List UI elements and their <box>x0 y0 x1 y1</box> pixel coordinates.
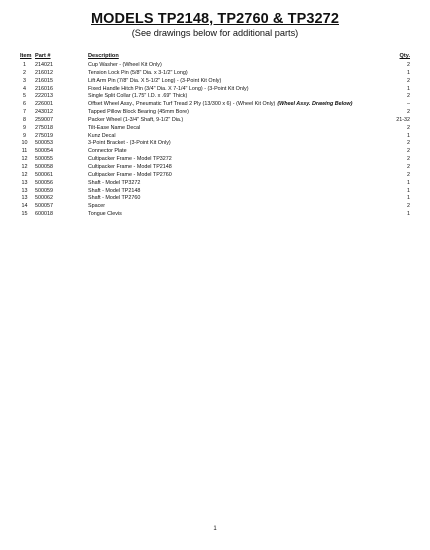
header-item: Item <box>20 53 32 59</box>
page-title: MODELS TP2148, TP2760 & TP3272 <box>91 11 339 27</box>
row-description: Packer Wheel (1-3/4" Shaft, 9-1/2" Dia.) <box>88 116 184 123</box>
row-item-number: 4 <box>23 85 26 92</box>
table-row <box>20 172 410 180</box>
table-row <box>20 109 410 117</box>
row-part-number: 216015 <box>35 77 53 84</box>
table-row <box>20 188 410 196</box>
row-part-number: 500056 <box>35 179 53 186</box>
parts-table <box>20 62 410 219</box>
row-item-number: 13 <box>21 179 28 186</box>
row-part-number: 500059 <box>35 187 53 194</box>
row-quantity: 1 <box>407 69 410 76</box>
row-quantity: 1 <box>407 187 410 194</box>
row-quantity: 1 <box>407 132 410 139</box>
row-quantity: 21-32 <box>396 116 410 123</box>
table-row <box>20 211 410 219</box>
row-part-number: 214021 <box>35 62 53 68</box>
table-row <box>20 140 410 148</box>
row-part-number: 500054 <box>35 148 53 155</box>
row-quantity: 2 <box>407 77 410 84</box>
table-row <box>20 70 410 78</box>
row-quantity: 1 <box>407 195 410 202</box>
row-item-number: 6 <box>23 101 26 108</box>
row-quantity: 2 <box>407 163 410 170</box>
row-description: Lift Arm Pin (7/8" Dia. X 5-1/2" Long) - (3-Point Kit Only) <box>88 77 222 84</box>
row-description: Cultipacker Frame - Model TP2760 <box>88 171 172 178</box>
table-row <box>20 62 410 70</box>
row-item-number: 14 <box>21 203 28 210</box>
row-item-number: 12 <box>21 163 28 170</box>
row-quantity: 2 <box>407 203 410 210</box>
row-quantity: 1 <box>407 179 410 186</box>
row-item-number: 15 <box>21 211 28 218</box>
row-part-number: 259007 <box>35 116 53 123</box>
row-quantity: 1 <box>407 85 410 92</box>
row-part-number: 226001 <box>35 101 53 108</box>
table-row <box>20 117 410 125</box>
row-description: Connector Plate <box>88 148 127 155</box>
row-part-number: 275018 <box>35 124 53 131</box>
header-qty: Qty. <box>399 53 410 59</box>
row-part-number: 500062 <box>35 195 53 202</box>
row-description: Fixed Handle Hitch Pin (3/4" Dia. X 7-1/4" Long) - (3-Point Kit Only) <box>88 85 249 92</box>
row-item-number: 7 <box>23 109 26 116</box>
table-row <box>20 133 410 141</box>
row-description: Tilt-Ease Name Decal <box>88 124 141 131</box>
row-part-number: 243012 <box>35 109 53 116</box>
row-part-number: 500061 <box>35 171 53 178</box>
row-description: Shaft - Model TP2148 <box>88 187 141 194</box>
row-part-number: 500058 <box>35 163 53 170</box>
row-description: Kunz Decal <box>88 132 116 139</box>
row-description: Single Split Collar (1.75" I.D. x .69" Thick) <box>88 93 188 100</box>
header-part: Part # <box>35 53 51 59</box>
row-item-number: 5 <box>23 93 26 100</box>
table-row <box>20 125 410 133</box>
row-part-number: 500055 <box>35 156 53 163</box>
row-quantity: 2 <box>407 109 410 116</box>
row-item-number: 9 <box>23 124 26 131</box>
row-description: Shaft - Model TP3272 <box>88 179 141 186</box>
row-quantity: 2 <box>407 62 410 68</box>
page-subtitle: (See drawings below for additional parts) <box>131 28 299 38</box>
row-item-number: 1 <box>23 62 26 68</box>
row-part-number: 500053 <box>35 140 53 147</box>
table-row <box>20 101 410 109</box>
row-quantity: 2 <box>407 140 410 147</box>
row-description: Tension Lock Pin (5/8" Dia. x 3-1/2" Long) <box>88 69 188 76</box>
table-row <box>20 93 410 101</box>
row-description: Spacer <box>88 203 106 210</box>
row-item-number: 3 <box>23 77 26 84</box>
row-quantity: 2 <box>407 148 410 155</box>
row-part-number: 500057 <box>35 203 53 210</box>
row-item-number: 2 <box>23 69 26 76</box>
row-item-number: 8 <box>23 116 26 123</box>
page-number: 1 <box>213 526 217 532</box>
row-part-number: 600018 <box>35 211 53 218</box>
header-description: Description <box>88 53 119 59</box>
table-row <box>20 156 410 164</box>
row-description: Tapped Pillow Block Bearing (45mm Bore) <box>88 109 189 116</box>
row-note: (Wheel Assy. Drawing Below) <box>277 101 353 108</box>
row-quantity: 1 <box>407 211 410 218</box>
row-item-number: 9 <box>23 132 26 139</box>
table-row <box>20 180 410 188</box>
table-header <box>20 53 410 62</box>
row-item-number: 12 <box>21 171 28 178</box>
row-description: Shaft - Model TP2760 <box>88 195 141 202</box>
row-description: Offset Wheel Assy., Pneumatic Turf Tread 2 Ply (13/300 x 6) - (Wheel Kit Only) (Wheel Assy. Drawing Below) <box>88 101 353 108</box>
row-part-number: 222013 <box>35 93 53 100</box>
row-description: Cultipacker Frame - Model TP2148 <box>88 163 172 170</box>
row-description: 3-Point Bracket - (3-Point Kit Only) <box>88 140 171 147</box>
row-item-number: 13 <box>21 187 28 194</box>
row-description: Tongue Clevis <box>88 211 122 218</box>
row-quantity: – <box>407 101 410 108</box>
row-quantity: 2 <box>407 124 410 131</box>
table-row <box>20 164 410 172</box>
row-description: Cultipacker Frame - Model TP3272 <box>88 156 172 163</box>
row-quantity: 2 <box>407 156 410 163</box>
table-row <box>20 195 410 203</box>
row-quantity: 2 <box>407 171 410 178</box>
row-description: Cup Washer - (Wheel Kit Only) <box>88 62 162 68</box>
table-row <box>20 86 410 94</box>
row-item-number: 11 <box>21 148 28 155</box>
row-part-number: 216012 <box>35 69 53 76</box>
row-quantity: 2 <box>407 93 410 100</box>
row-item-number: 10 <box>21 140 28 147</box>
table-row <box>20 148 410 156</box>
row-item-number: 13 <box>21 195 28 202</box>
row-item-number: 12 <box>21 156 28 163</box>
table-row <box>20 203 410 211</box>
table-row <box>20 78 410 86</box>
row-part-number: 216016 <box>35 85 53 92</box>
row-part-number: 275019 <box>35 132 53 139</box>
